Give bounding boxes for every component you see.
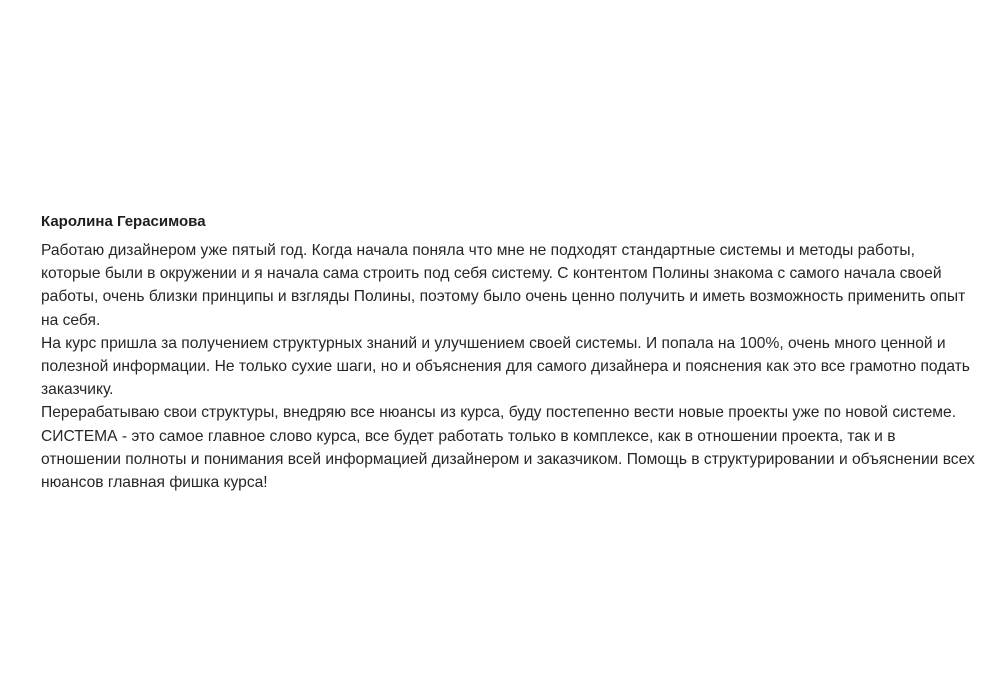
review-paragraph-2: На курс пришла за получением структурных знаний и улучшением своей системы. И попала на 100%, очень много ценной и полезной информации. Не только сухие шаги, но и объяснения для самого дизайнера и пояснения как это все грамотно подать заказчику. [41,334,970,399]
review-paragraph-3: Перерабатываю свои структуры, внедряю все нюансы из курса, буду постепенно вести новые проекты уже по новой системе. СИСТЕМА - это самое главное слово курса, все будет работать только в комплексе, как в отношении проекта, так и в отношении полноты и понимания всей информацией дизайнером и заказчиком. Помощь в структурировании и объяснении всех нюансов главная фишка курса! [41,404,975,492]
review-block [41,211,976,494]
review-author: Каролина Герасимова [41,213,206,230]
review-paragraph-1: Работаю дизайнером уже пятый год. Когда начала поняла что мне не подходят стандартные системы и методы работы, которые были в окружении и я начала сама строить под себя систему. С контентом Полины знакома с самого начала своей работы, очень близки принципы и взгляды Полины, поэтому было очень ценно получить и иметь возможность применить опыт на себя. [41,242,966,329]
